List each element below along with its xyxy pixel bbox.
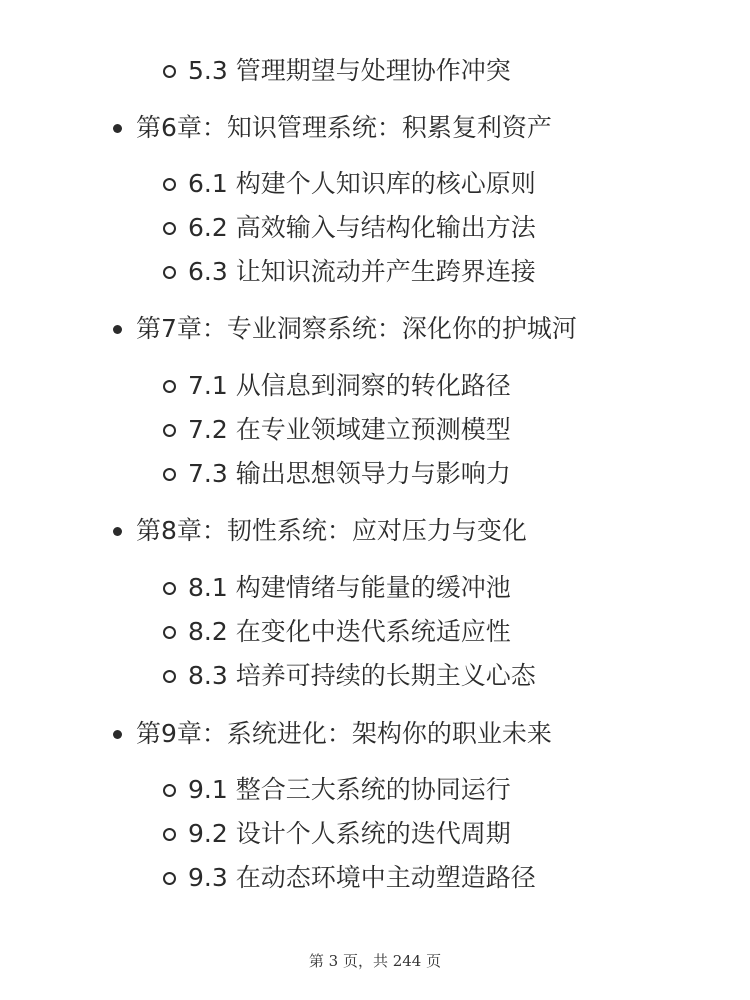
toc-section-7-3: 7.3 输出思想领导力与影响力 [188,457,511,491]
toc-section-7-2: 7.2 在专业领域建立预测模型 [188,413,511,447]
toc-section-8-2: 8.2 在变化中迭代系统适应性 [188,615,511,649]
toc-chapter-9: 第9章：系统进化：架构你的职业未来 [136,717,552,751]
page-number-footer: 第 3 页，共 244 页 [308,952,442,970]
toc-section-9-3: 9.3 在动态环境中主动塑造路径 [188,861,536,895]
toc-section-7-1: 7.1 从信息到洞察的转化路径 [188,369,511,403]
toc-section-9-1: 9.1 整合三大系统的协同运行 [188,773,511,807]
toc-section-9-2: 9.2 设计个人系统的迭代周期 [188,817,511,851]
toc-section-8-3: 8.3 培养可持续的长期主义心态 [188,659,536,693]
toc-section-6-2: 6.2 高效输入与结构化输出方法 [188,211,536,245]
toc-section-6-3: 6.3 让知识流动并产生跨界连接 [188,255,536,289]
toc-chapter-6: 第6章：知识管理系统：积累复利资产 [136,111,552,145]
toc-section-6-1: 6.1 构建个人知识库的核心原则 [188,167,536,201]
toc-section-5-3: 5.3 管理期望与处理协作冲突 [188,54,511,88]
toc-chapter-7: 第7章：专业洞察系统：深化你的护城河 [136,312,577,346]
toc-section-8-1: 8.1 构建情绪与能量的缓冲池 [188,571,511,605]
toc-chapter-8: 第8章：韧性系统：应对压力与变化 [136,514,527,548]
